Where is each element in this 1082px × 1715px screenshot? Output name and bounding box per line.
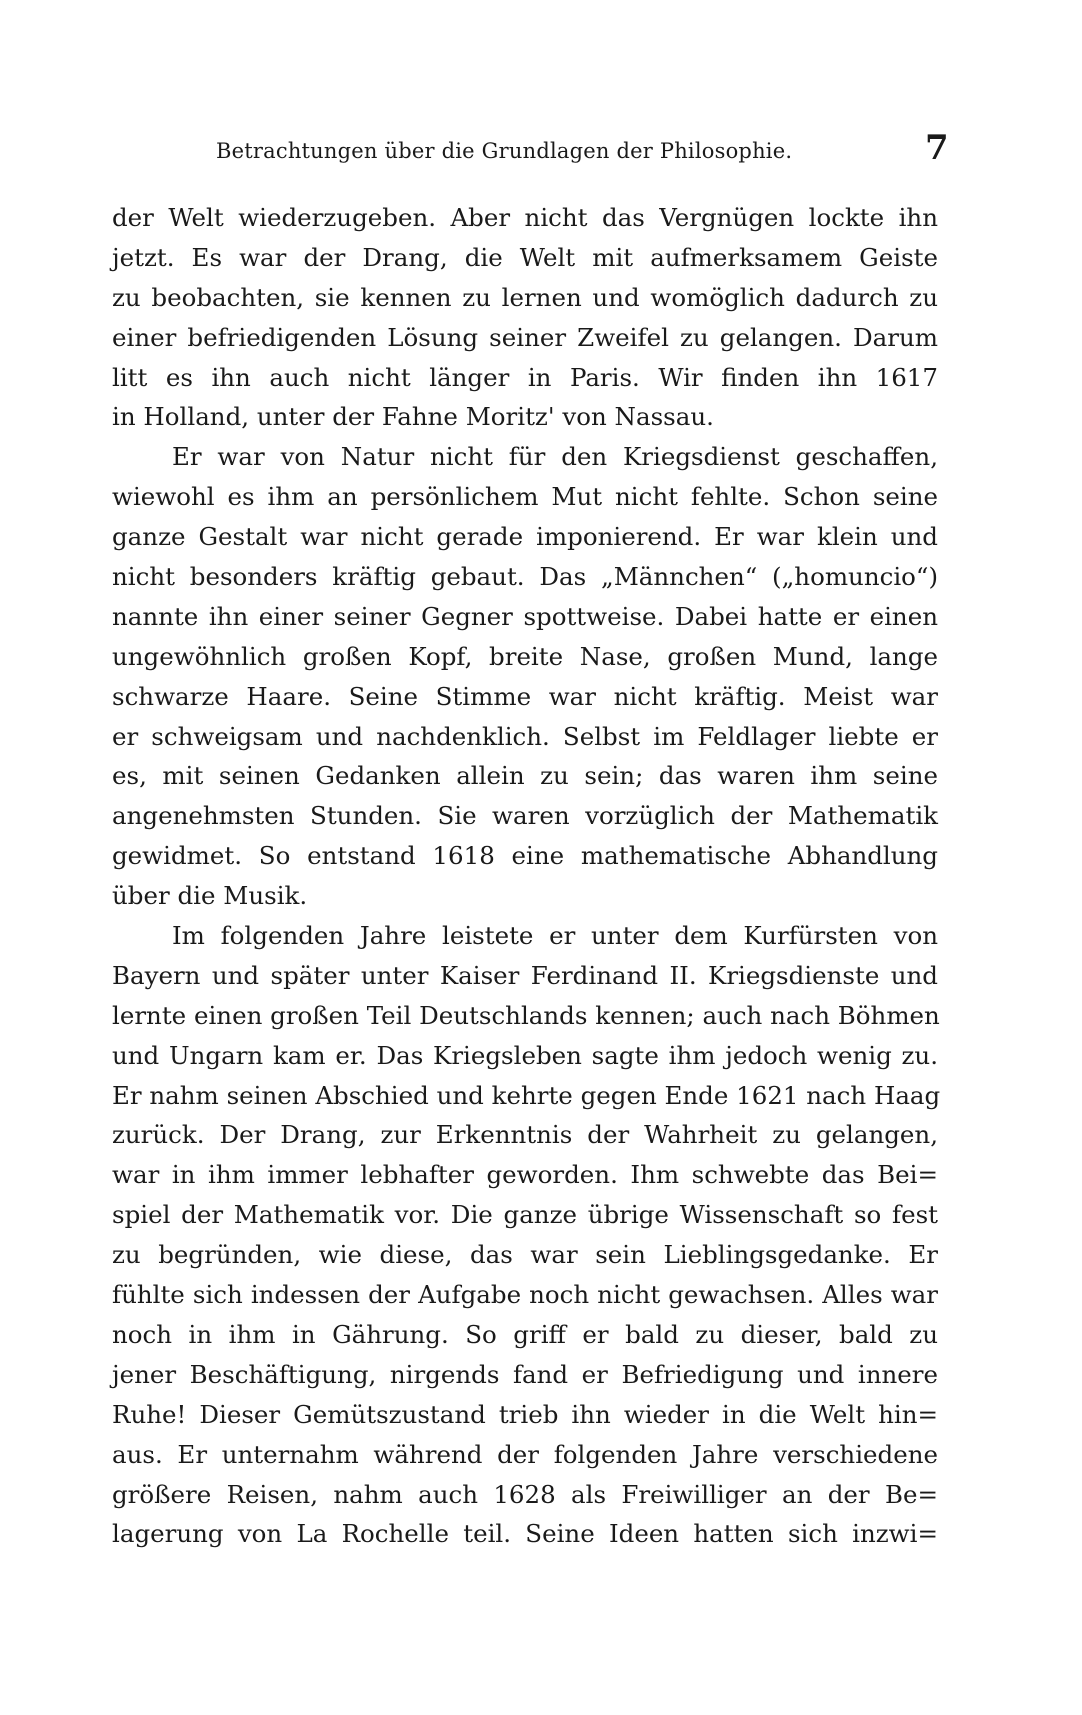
text-line: aus. Er unternahm während der folgenden Jahre verschiedene — [112, 1439, 938, 1469]
text-line: gewidmet. So entstand 1618 eine mathematische Abhandlung — [112, 841, 938, 871]
text-line: nannte ihn einer seiner Gegner spottweise. Dabei hatte er einen — [112, 601, 938, 631]
text-line: zu beobachten, sie kennen zu lernen und womöglich dadurch zu — [112, 282, 938, 312]
text-line: spiel der Mathematik vor. Die ganze übrige Wissenschaft so fest — [112, 1200, 938, 1230]
text-line: und Ungarn kam er. Das Kriegsleben sagte ihm jedoch wenig zu. — [112, 1040, 938, 1070]
text-line: lagerung von La Rochelle teil. Seine Ideen hatten sich inzwi= — [112, 1519, 938, 1549]
text-line: war in ihm immer lebhafter geworden. Ihm schwebte das Bei= — [112, 1160, 938, 1190]
page-number: 7 — [925, 128, 949, 168]
text-line: Er nahm seinen Abschied und kehrte gegen Ende 1621 nach Haag — [112, 1080, 941, 1110]
text-line: lernte einen großen Teil Deutschlands kennen; auch nach Böhmen — [112, 1000, 940, 1030]
paragraph-2 — [112, 437, 938, 916]
text-line: Ruhe! Dieser Gemütszustand trieb ihn wieder in die Welt hin= — [112, 1399, 938, 1429]
text-line: zurück. Der Drang, zur Erkenntnis der Wahrheit zu gelangen, — [112, 1120, 938, 1150]
text-line: einer befriedigenden Lösung seiner Zweifel zu gelangen. Darum — [112, 322, 938, 352]
body-text — [112, 198, 941, 1554]
text-line: Er war von Natur nicht für den Kriegsdienst geschaffen, — [172, 442, 938, 472]
text-line: nicht besonders kräftig gebaut. Das „Männchen“ („homuncio“) — [112, 562, 938, 592]
text-line: zu begründen, wie diese, das war sein Lieblingsgedanke. Er — [112, 1240, 938, 1270]
paragraph-3 — [112, 916, 941, 1554]
text-line: über die Musik. — [112, 881, 308, 911]
text-line: ganze Gestalt war nicht gerade imponierend. Er war klein und — [112, 522, 938, 552]
text-line: fühlte sich indessen der Aufgabe noch nicht gewachsen. Alles war — [112, 1280, 938, 1310]
text-line: Bayern und später unter Kaiser Ferdinand II. Kriegsdienste und — [112, 960, 938, 990]
text-line: litt es ihn auch nicht länger in Paris. Wir finden ihn 1617 — [112, 362, 938, 392]
running-head: Betrachtungen über die Grundlagen der Philosophie. — [216, 139, 793, 163]
text-line: es, mit seinen Gedanken allein zu sein; das waren ihm seine — [112, 761, 938, 791]
paragraph-1 — [112, 198, 938, 437]
text-line: er schweigsam und nachdenklich. Selbst im Feldlager liebte er — [112, 721, 938, 751]
text-line: ungewöhnlich großen Kopf, breite Nase, großen Mund, lange — [112, 641, 938, 671]
text-line: schwarze Haare. Seine Stimme war nicht kräftig. Meist war — [112, 681, 938, 711]
text-line: angenehmsten Stunden. Sie waren vorzüglich der Mathematik — [112, 801, 938, 831]
text-line: in Holland, unter der Fahne Moritz' von Nassau. — [112, 402, 714, 432]
text-line: jener Beschäftigung, nirgends fand er Befriedigung und innere — [112, 1359, 938, 1389]
text-line: noch in ihm in Gährung. So griff er bald zu dieser, bald zu — [112, 1319, 938, 1349]
text-line: wiewohl es ihm an persönlichem Mut nicht fehlte. Schon seine — [112, 482, 938, 512]
text-line: jetzt. Es war der Drang, die Welt mit aufmerksamem Geiste — [112, 242, 938, 272]
text-line: Im folgenden Jahre leistete er unter dem Kurfürsten von — [172, 921, 938, 951]
text-line: größere Reisen, nahm auch 1628 als Freiwilliger an der Be= — [112, 1479, 938, 1509]
text-line: der Welt wiederzugeben. Aber nicht das Vergnügen lockte ihn — [112, 203, 938, 232]
